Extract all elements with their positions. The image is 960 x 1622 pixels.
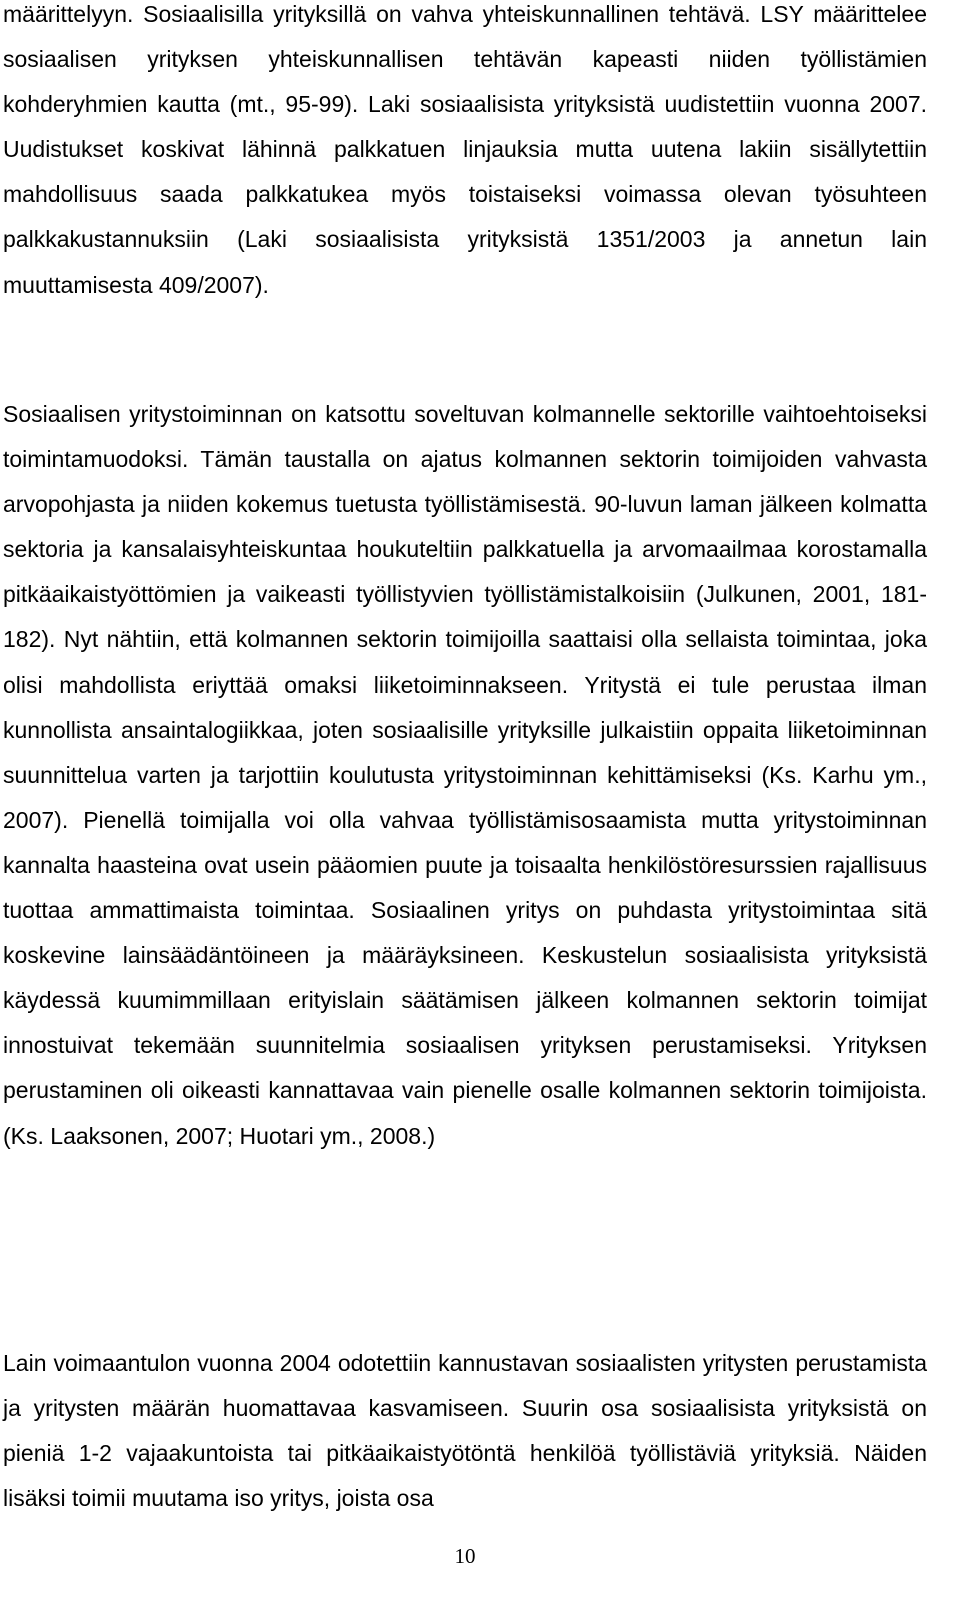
paragraph-1: määrittelyyn. Sosiaalisilla yrityksillä on vahva yhteiskunnallinen tehtävä. LSY määrittelee sosiaalisen yrityksen yhteiskunnallisen tehtävän kapeasti niiden työllistämien kohderyhmien kautta (mt., 95-99). Laki sosiaalisista yrityksistä uudistettiin vuonna 2007. Uudistukset koskivat lähinnä palkkatuen linjauksia mutta uutena lakiin sisällytettiin mahdollisuus saada palkkatukea myös toistaiseksi voimassa olevan työsuhteen palkkakustannuksiin (Laki sosiaalisista yrityksistä 1351/2003 ja annetun lain muuttamisesta 409/2007). — [3, 1, 927, 298]
paragraph-3: Lain voimaantulon vuonna 2004 odotettiin kannustavan sosiaalisten yritysten perustamista ja yritysten määrän huomattavaa kasvamiseen. Suurin osa sosiaalisista yrityksistä on pieniä 1-2 vajaakuntoista tai pitkäaikaistyötöntä henkilöä työllistäviä yrityksiä. Näiden lisäksi toimii muutama iso yritys, joista osa — [3, 1350, 927, 1512]
page-number: 10 — [454, 1544, 476, 1568]
paragraph-2: Sosiaalisen yritystoiminnan on katsottu soveltuvan kolmannelle sektorille vaihtoehtoiseksi toimintamuodoksi. Tämän taustalla on ajatus kolmannen sektorin toimijoiden vahvasta arvopohjasta ja niiden kokemus tuetusta työllistämisestä. 90-luvun laman jälkeen kolmatta sektoria ja kansalaisyhteiskuntaa houkuteltiin palkkatuella ja arvomaailmaa korostamalla pitkäaikaistyöttömien ja vaikeasti työllistyvien työllistämistalkoisiin (Julkunen, 2001, 181-182). Nyt nähtiin, että kolmannen sektorin toimijoilla saattaisi olla sellaista toimintaa, joka olisi mahdollista eriyttää omaksi liiketoiminnakseen. Yritystä ei tule perustaa ilman kunnollista ansaintalogiikkaa, joten sosiaalisille yrityksille julkaistiin oppaita liiketoiminnan suunnittelua varten ja tarjottiin koulutusta yritystoiminnan kehittämiseksi (Ks. Karhu ym., 2007). Pienellä toimijalla voi olla vahvaa työllistämisosaamista mutta yritystoiminnan kannalta haasteina ovat usein pääomien puute ja toisaalta henkilöstöresurssien rajallisuus tuottaa ammattimaista toimintaa. Sosiaalinen yritys on puhdasta yritystoimintaa sitä koskevine lainsäädäntöineen ja määräyksineen. Keskustelun sosiaalisista yrityksistä käydessä kuumimmillaan erityislain säätämisen jälkeen kolmannen sektorin toimijat innostuivat tekemään suunnitelmia sosiaalisen yrityksen perustamiseksi. Yrityksen perustaminen oli oikeasti kannattavaa vain pienelle osalle kolmannen sektorin toimijoista. (Ks. Laaksonen, 2007; Huotari ym., 2008.) — [3, 401, 927, 1149]
